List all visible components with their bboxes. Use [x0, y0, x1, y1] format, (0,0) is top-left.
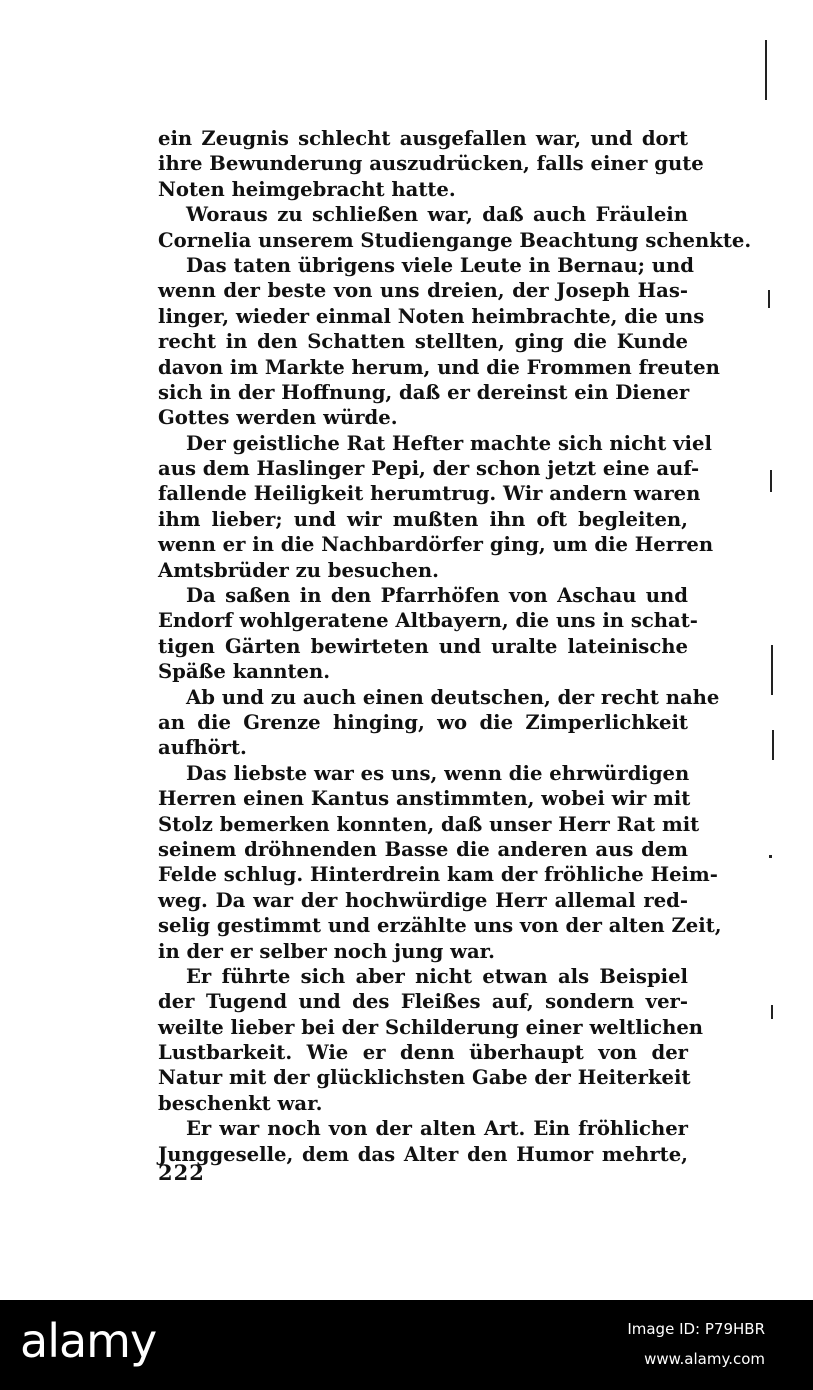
text-line: Der geistliche Rat Hefter machte sich nicht viel	[186, 431, 712, 455]
page-number: 222	[158, 1160, 205, 1185]
text-line: weg. Da war der hochwürdige Herr allemal red-	[158, 888, 688, 912]
text-line: recht in den Schatten stellten, ging die Kunde	[158, 330, 688, 354]
text-line: tigen Gärten bewirteten und uralte lateinische	[158, 634, 688, 658]
text-line: beschenkt war.	[158, 1091, 323, 1115]
text-line: ihre Bewunderung auszudrücken, falls einer gute	[158, 152, 704, 176]
image-id-label: Image ID: P79HBR	[627, 1320, 765, 1338]
watermark-bar	[0, 1300, 813, 1390]
text-line: wenn der beste von uns dreien, der Joseph Has-	[158, 279, 688, 303]
text-line: davon im Markte herum, und die Frommen freuten	[158, 355, 720, 379]
scan-edge-mark	[771, 1005, 773, 1019]
text-line: Das taten übrigens viele Leute in Bernau; und	[186, 253, 694, 277]
text-line: Lustbarkeit. Wie er denn überhaupt von der	[158, 1041, 688, 1065]
text-line: selig gestimmt und erzählte uns von der alten Zeit,	[158, 914, 722, 938]
text-line: Da saßen in den Pfarrhöfen von Aschau und	[186, 584, 688, 608]
scan-edge-mark	[770, 470, 772, 492]
text-line: in der er selber noch jung war.	[158, 939, 496, 963]
text-line: Amtsbrüder zu besuchen.	[158, 558, 439, 582]
text-line: Stolz bemerken konnten, daß unser Herr Rat mit	[158, 812, 700, 836]
text-line: Felde schlug. Hinterdrein kam der fröhliche Heim-	[158, 863, 718, 887]
scan-edge-mark	[769, 855, 772, 858]
text-line: Natur mit der glücklichsten Gabe der Heiterkeit	[158, 1066, 691, 1090]
scan-edge-mark	[771, 645, 773, 695]
text-line: Gottes werden würde.	[158, 406, 398, 430]
text-line: der Tugend und des Fleißes auf, sondern ver-	[158, 990, 688, 1014]
scan-edge-mark	[765, 40, 767, 100]
text-line: sich in der Hoffnung, daß er dereinst ein Diener	[158, 380, 690, 404]
text-line: seinem dröhnenden Basse die anderen aus dem	[158, 837, 688, 861]
brand-logo: alamy	[20, 1314, 157, 1368]
text-line: Das liebste war es uns, wenn die ehrwürdigen	[186, 761, 690, 785]
site-url: www.alamy.com	[644, 1350, 765, 1368]
text-line: linger, wieder einmal Noten heimbrachte, die uns	[158, 304, 705, 328]
text-line: Woraus zu schließen war, daß auch Fräulein	[186, 203, 688, 227]
text-line: Endorf wohlgeratene Altbayern, die uns in schat-	[158, 609, 698, 633]
text-line: an die Grenze hinging, wo die Zimperlichkeit	[158, 710, 688, 734]
text-line: Junggeselle, dem das Alter den Humor mehrte,	[158, 1142, 688, 1166]
scan-edge-mark	[768, 290, 770, 308]
text-line: aus dem Haslinger Pepi, der schon jetzt eine auf-	[158, 457, 700, 481]
text-line: aufhört.	[158, 736, 247, 760]
text-line: Späße kannten.	[158, 660, 331, 684]
text-line: Cornelia unserem Studiengange Beachtung schenkte.	[158, 228, 752, 252]
text-line: fallende Heiligkeit herumtrug. Wir andern waren	[158, 482, 701, 506]
text-line: Ab und zu auch einen deutschen, der recht nahe	[186, 685, 720, 709]
text-line: Er war noch von der alten Art. Ein fröhlicher	[186, 1117, 688, 1141]
text-line: Er führte sich aber nicht etwan als Beispiel	[186, 964, 688, 988]
text-line: ihm lieber; und wir mußten ihn oft begleiten,	[158, 507, 688, 531]
text-line: weilte lieber bei der Schilderung einer weltlichen	[158, 1015, 704, 1039]
text-line: Herren einen Kantus anstimmten, wobei wir mit	[158, 787, 691, 811]
body-text	[158, 126, 752, 1167]
text-line: Noten heimgebracht hatte.	[158, 177, 456, 201]
scan-edge-mark	[772, 730, 774, 760]
text-line: ein Zeugnis schlecht ausgefallen war, und dort	[158, 127, 688, 150]
text-line: wenn er in die Nachbardörfer ging, um die Herren	[158, 533, 714, 557]
